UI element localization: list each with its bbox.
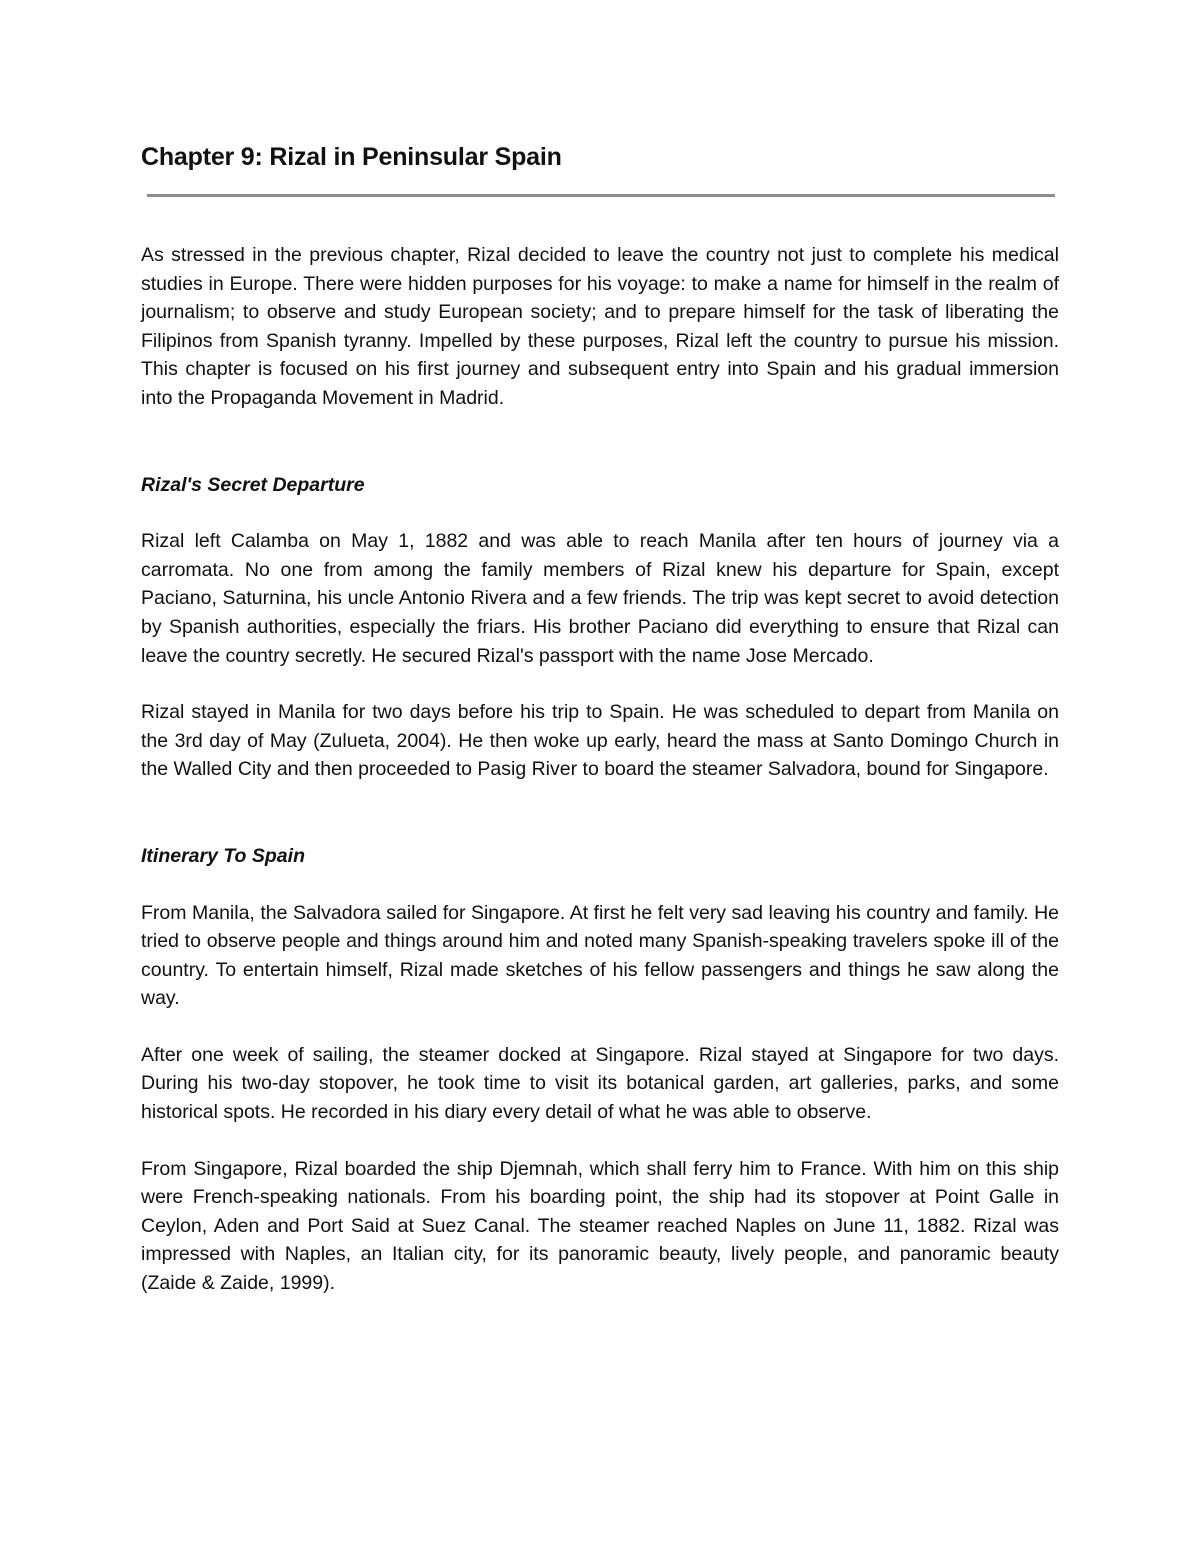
paragraph: After one week of sailing, the steamer docked at Singapore. Rizal stayed at Singapore for two days. During his two-day stopover, he took time to visit its botanical garden, art galleries, parks, and some historical spots. He recorded in his diary every detail of what he was able to observe.	[141, 1043, 1059, 1124]
paragraph: From Singapore, Rizal boarded the ship Djemnah, which shall ferry him to France. With him on this ship were French-speaking nationals. From his boarding point, the ship had its stopover at Point Galle in Ceylon, Aden and Port Said at Suez Canal. The steamer reached Naples on June 11, 1882. Rizal was impressed with Naples, an Italian city, for its panoramic beauty, lively people, and panoramic beauty (Zaide & Zaide, 1999).	[141, 1157, 1059, 1295]
section-heading: Itinerary To Spain	[141, 844, 305, 867]
chapter-title: Chapter 9: Rizal in Peninsular Spain	[141, 143, 562, 171]
paragraph: Rizal stayed in Manila for two days before his trip to Spain. He was scheduled to depart from Manila on the 3rd day of May (Zulueta, 2004). He then woke up early, heard the mass at Santo Domingo Church in the Walled City and then proceeded to Pasig River to board the steamer Salvadora, bound for Singapore.	[141, 701, 1059, 781]
section-itinerary	[141, 842, 1059, 1298]
title-divider	[147, 194, 1055, 197]
paragraph: From Manila, the Salvadora sailed for Singapore. At first he felt very sad leaving his country and family. He tried to observe people and things around him and noted many Spanish-speaking travelers spoke ill of the country. To entertain himself, Rizal made sketches of his fellow passengers and things he saw along the way.	[141, 901, 1059, 1010]
intro-paragraph: As stressed in the previous chapter, Rizal decided to leave the country not just to complete his medical studies in Europe. There were hidden purposes for his voyage: to make a name for himself in the realm of journalism; to observe and study European society; and to prepare himself for the task of liberating the Filipinos from Spanish tyranny. Impelled by these purposes, Rizal left the country to pursue his mission. This chapter is focused on his first journey and subsequent entry into Spain and his gradual immersion into the Propaganda Movement in Madrid.	[141, 244, 1059, 409]
section-heading: Rizal's Secret Departure	[141, 473, 365, 496]
document-page	[141, 140, 1059, 1298]
section-secret-departure	[141, 471, 1059, 784]
paragraph: Rizal left Calamba on May 1, 1882 and was able to reach Manila after ten hours of journey via a carromata. No one from among the family members of Rizal knew his departure for Spain, except Paciano, Saturnina, his uncle Antonio Rivera and a few friends. The trip was kept secret to avoid detection by Spanish authorities, especially the friars. His brother Paciano did everything to ensure that Rizal can leave the country secretly. He secured Rizal's passport with the name Jose Mercado.	[141, 530, 1059, 667]
